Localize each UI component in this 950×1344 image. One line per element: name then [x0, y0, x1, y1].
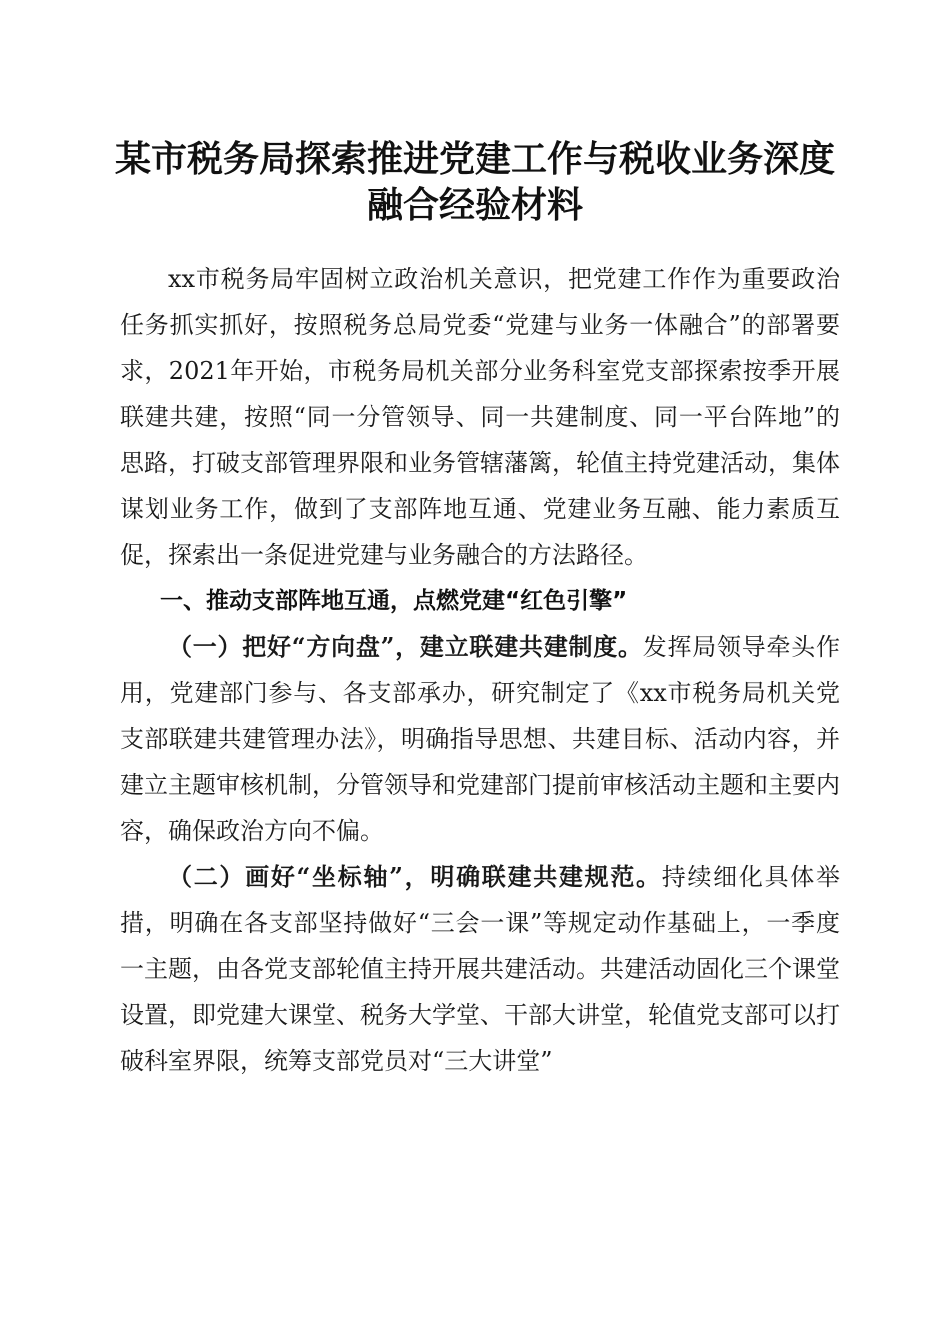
intro-paragraph: xx市税务局牢固树立政治机关意识，把党建工作作为重要政治任务抓实抓好，按照税务总局党委“党建与业务一体融合”的部署要求，2021年开始，市税务局机关部分业务科室党支部探索按季开展联建共建，按照“同一分管领导、同一共建制度、同一平台阵地”的思路，打破支部管理界限和业务管辖藩篱，轮值主持党建活动，集体谋划业务工作，做到了支部阵地互通、党建业务互融、能力素质互促，探索出一条促进党建与业务融合的方法路径。 [120, 265, 840, 569]
section-1-heading: 一、推动支部阵地互通，点燃党建“红色引擎” [160, 588, 628, 614]
document-body [120, 256, 840, 1084]
item-2-paragraph [120, 854, 840, 1084]
item-1-paragraph [120, 624, 840, 854]
item-1-text: 发挥局领导牵头作用，党建部门参与、各支部承办，研究制定了《xx市税务局机关党支部联建共建管理办法》，明确指导思想、共建目标、活动内容，并建立主题审核机制，分管领导和党建部门提前审核活动主题和主要内容，确保政治方向不偏。 [120, 633, 841, 845]
document-title-line-2: 融合经验材料 [366, 184, 583, 226]
document-title-line-1: 某市税务局探索推进党建工作与税收业务深度 [114, 138, 835, 180]
item-2-text: 持续细化具体举措，明确在各支部坚持做好“三会一课”等规定动作基础上，一季度一主题，由各党支部轮值主持开展共建活动。共建活动固化三个课堂设置，即党建大课堂、税务大学堂、干部大讲堂，轮值党支部可以打破科室界限，统筹支部党员对“三大讲堂” [120, 863, 841, 1075]
item-1-lead: （一）把好“方向盘”，建立联建共建制度。 [168, 632, 643, 661]
item-2-lead: （二）画好“坐标轴”，明确联建共建规范。 [168, 862, 662, 891]
